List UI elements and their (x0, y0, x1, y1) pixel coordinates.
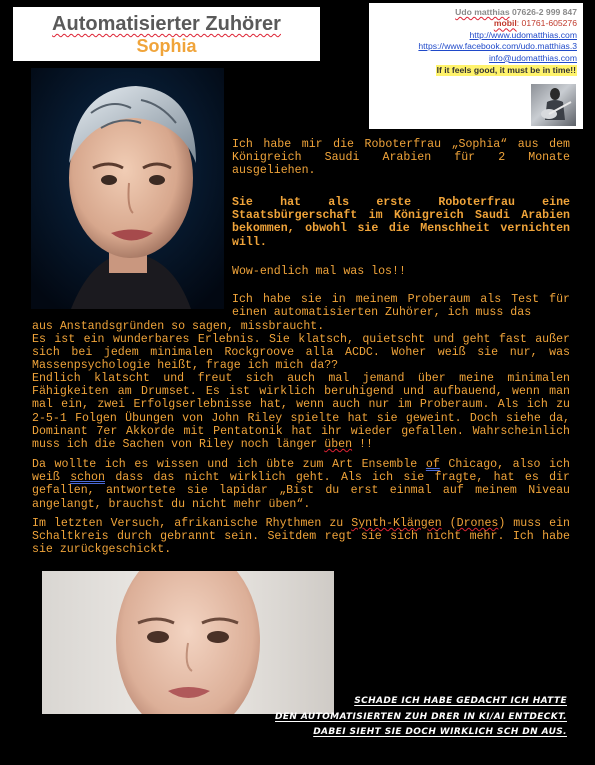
slogan: If it feels good, it must be in time!! (436, 65, 576, 76)
caption-line-1: SCHADE ICH HABE GEDACHT ICH HATTE (354, 696, 567, 706)
paragraph-4a: Ich habe sie in meinem Proberaum als Test für einen automatisierten Zuhörer, ich muss das (232, 293, 570, 320)
paragraph-7-schon: schon (70, 471, 105, 485)
paragraph-7 (32, 458, 570, 511)
paragraph-8-c: ( (441, 517, 457, 530)
paragraph-8-synth: Synth-Klängen (351, 517, 442, 530)
title-box (13, 7, 320, 61)
paragraph-7-a: Da wollte ich es wissen und ich übte zum Art Ensemble (32, 458, 418, 471)
paragraph-7-c: Chicago, also ich weiß (32, 458, 570, 485)
email-link[interactable]: info@udomatthias.com (488, 52, 577, 63)
website-link[interactable]: http://www.udomatthias.com (469, 29, 577, 40)
paragraph-6 (32, 372, 570, 451)
paragraph-3: Wow-endlich mal was los!! (232, 265, 406, 278)
photo-caption (237, 694, 567, 741)
paragraph-2: Sie hat als erste Roboterfrau eine Staatsbürgerschaft im Königreich Saudi Arabien bekommen, obwohl sie die Menschheit vernichten will. (232, 196, 570, 249)
paragraph-8-a: Im letzten Versuch, afrikanische Rhythmen zu (32, 517, 344, 530)
guitarist-thumbnail-icon (531, 84, 576, 126)
page-subtitle: Sophia (136, 36, 197, 56)
paragraph-8 (32, 517, 570, 557)
facebook-link[interactable]: https://www.facebook.com/udo.matthias.3 (418, 41, 577, 52)
paragraph-6-end: !! (352, 438, 373, 452)
paragraph-6-ueben: üben (324, 438, 353, 452)
contact-name-line (369, 7, 577, 18)
contact-name: Udo matthias (455, 7, 510, 17)
paragraph-4b: aus Anstandsgründen so sagen, missbraucht. (32, 320, 325, 333)
paragraph-8-e: ) muss ein Schaltkreis durch gebrannt sein. Seitdem regt sie sich nicht mehr. Ich habe sie zurückgeschickt. (32, 517, 570, 557)
paragraph-1: Ich habe mir die Roboterfrau „Sophia“ aus dem Königreich Saudi Arabien für 2 Monate ausgeliehen. (232, 138, 570, 178)
caption-line-3: DABEI SIEHT SIE DOCH WIRKLICH SCH DN AUS. (313, 727, 567, 737)
caption-line-2: DEN AUTOMATISIERTEN ZUH DRER IN KI/AI ENTDECKT. (275, 711, 567, 722)
contact-mobil-line (369, 18, 577, 29)
contact-box (369, 3, 583, 129)
paragraph-5: Es ist ein wunderbares Erlebnis. Sie klatsch, quietscht und geht fast außer sich bei jedem minimalen Rockgroove alla ACDC. Woher weiß sie nur, was Massenpsychologie heißt, frage ich mich da?? (32, 333, 570, 373)
contact-phone: 07626-2 999 847 (509, 7, 577, 17)
paragraph-8-drones: Drones (456, 517, 499, 530)
paragraph-6-text: Endlich klatscht und freut sich auch mal jemand über meine minimalen Fähigkeiten am Drumset. Es ist wirklich beruhigend und aufbauend, wenn man mal ein, zwei Erfolgserlebnisse hat, wenn auch nur im Proberaum. Als ich zu 2-5-1 Folgen Übungen von John Riley spielte hat sie geweint. Doch siehe da, Dominant 7er Akkorde mit Pentatonik hat ihr wieder gefallen. Wahrscheinlich muss ich die Sachen von Riley noch länger (32, 372, 570, 452)
robot-face-photo (42, 571, 334, 714)
contact-mobil-label: mobil (493, 18, 517, 29)
paragraph-7-of: of (425, 458, 440, 471)
page-title: Automatisierter Zuhörer (52, 13, 281, 35)
contact-mobil-number: : 01761-605276 (516, 18, 577, 29)
paragraph-7-e: dass das nicht wirklich geht. Als ich sie fragte, hat es dir gefallen, antwortete sie lapidar „Bist du erst einmal auf meinem Niveau angelangt, brauchst du nicht mehr üben“. (32, 471, 570, 511)
robot-woman-photo (31, 68, 224, 309)
